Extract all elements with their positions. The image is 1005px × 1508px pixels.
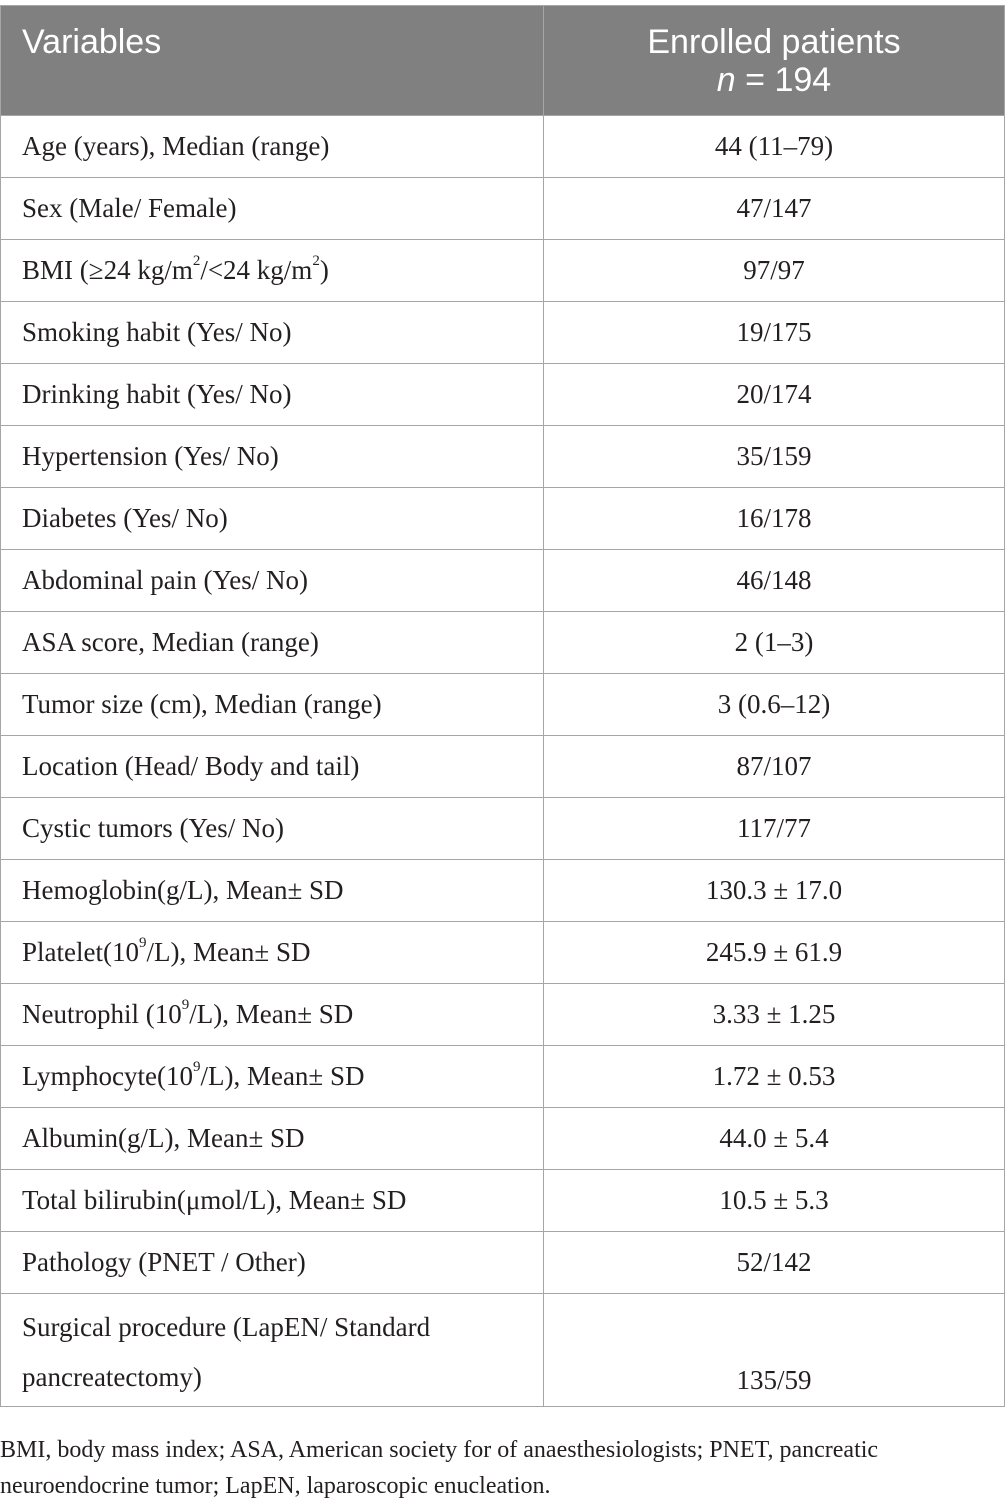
variable-cell [1, 612, 544, 674]
value-cell: 35/159 [544, 426, 1005, 488]
value-cell: 52/142 [544, 1232, 1005, 1294]
variable-text: Location (Head/ Body and tail) [22, 751, 360, 781]
value-cell: 19/175 [544, 302, 1005, 364]
table-row [1, 116, 1005, 178]
characteristics-table-container [0, 5, 1005, 1407]
table-row [1, 178, 1005, 240]
table-row [1, 240, 1005, 302]
superscript-text: 9 [192, 1059, 201, 1075]
table-row [1, 426, 1005, 488]
variable-cell [1, 1170, 544, 1232]
value-cell: 3.33 ± 1.25 [544, 984, 1005, 1046]
variable-text: Neutrophil (10 [22, 999, 182, 1029]
header-n-value: = 194 [735, 61, 832, 99]
table-row [1, 1294, 1005, 1407]
variable-cell [1, 1232, 544, 1294]
variable-text: ASA score, Median (range) [22, 627, 319, 657]
table-row [1, 488, 1005, 550]
variable-text: /L), Mean± SD [189, 999, 354, 1029]
header-sample-size [544, 61, 1004, 99]
table-row [1, 1108, 1005, 1170]
header-enrolled-label: Enrolled patients [647, 23, 901, 61]
table-row [1, 1170, 1005, 1232]
variable-text: /L), Mean± SD [146, 937, 311, 967]
value-cell: 16/178 [544, 488, 1005, 550]
value-cell: 245.9 ± 61.9 [544, 922, 1005, 984]
patient-characteristics-table [0, 5, 1005, 1407]
value-cell: 44.0 ± 5.4 [544, 1108, 1005, 1170]
variable-cell [1, 860, 544, 922]
table-footnote: BMI, body mass index; ASA, American society for of anaesthesiologists; PNET, pancreatic neuroendocrine tumor; LapEN, laparoscopic enucleation. [0, 1437, 879, 1499]
variable-cell [1, 302, 544, 364]
table-row [1, 550, 1005, 612]
variable-text: ) [319, 255, 329, 285]
table-row [1, 1046, 1005, 1108]
table-header [1, 6, 1005, 116]
variable-text: Albumin(g/L), Mean± SD [22, 1123, 305, 1153]
superscript-text: 2 [192, 253, 201, 269]
header-row [1, 6, 1005, 116]
value-cell: 130.3 ± 17.0 [544, 860, 1005, 922]
header-variables: Variables [1, 6, 544, 116]
value-cell: 44 (11–79) [544, 116, 1005, 178]
table-row [1, 798, 1005, 860]
superscript-text: 9 [138, 935, 147, 951]
table-row [1, 736, 1005, 798]
value-cell: 20/174 [544, 364, 1005, 426]
variable-cell [1, 178, 544, 240]
variable-cell [1, 1046, 544, 1108]
variable-text: Sex (Male/ Female) [22, 193, 237, 223]
value-cell: 2 (1–3) [544, 612, 1005, 674]
variable-cell [1, 488, 544, 550]
table-row [1, 612, 1005, 674]
superscript-text: 2 [312, 253, 320, 269]
variable-text: Hypertension (Yes/ No) [22, 441, 279, 471]
variable-cell [1, 1108, 544, 1170]
variable-cell [1, 426, 544, 488]
value-cell: 47/147 [544, 178, 1005, 240]
table-row [1, 922, 1005, 984]
variable-text: Cystic tumors (Yes/ No) [22, 813, 285, 843]
table-body [1, 116, 1005, 1407]
variable-text: Pathology (PNET / Other) [22, 1247, 306, 1277]
variable-text: Total bilirubin(μmol/L), Mean± SD [22, 1185, 407, 1215]
variable-text: /<24 kg/m [200, 255, 313, 285]
value-cell: 117/77 [544, 798, 1005, 860]
variable-text: Drinking habit (Yes/ No) [22, 379, 292, 409]
variable-text: Age (years), Median (range) [22, 131, 330, 161]
variable-text: Abdominal pain (Yes/ No) [22, 565, 308, 595]
value-cell: 46/148 [544, 550, 1005, 612]
variable-cell [1, 736, 544, 798]
variable-cell [1, 674, 544, 736]
variable-cell [1, 116, 544, 178]
variable-text: Hemoglobin(g/L), Mean± SD [22, 875, 344, 905]
variable-text: Lymphocyte(10 [22, 1061, 193, 1091]
superscript-text: 9 [181, 997, 190, 1013]
header-n-symbol: n [716, 61, 736, 99]
value-cell: 97/97 [544, 240, 1005, 302]
variable-text: BMI (≥24 kg/m [22, 255, 193, 285]
variable-cell [1, 922, 544, 984]
variable-text: Smoking habit (Yes/ No) [22, 317, 292, 347]
variable-text: Diabetes (Yes/ No) [22, 503, 228, 533]
variable-cell [1, 364, 544, 426]
value-cell: 1.72 ± 0.53 [544, 1046, 1005, 1108]
variable-cell [1, 550, 544, 612]
header-enrolled-patients [544, 6, 1005, 116]
variable-cell [1, 984, 544, 1046]
table-row [1, 1232, 1005, 1294]
value-cell: 135/59 [544, 1294, 1005, 1407]
variable-text: Tumor size (cm), Median (range) [22, 689, 382, 719]
variable-cell [1, 240, 544, 302]
value-cell: 3 (0.6–12) [544, 674, 1005, 736]
table-row [1, 674, 1005, 736]
table-row [1, 860, 1005, 922]
variable-cell [1, 798, 544, 860]
table-row [1, 364, 1005, 426]
variable-cell [1, 1294, 544, 1407]
variable-text: Surgical procedure (LapEN/ Standard pancreatectomy) [22, 1312, 431, 1392]
value-cell: 10.5 ± 5.3 [544, 1170, 1005, 1232]
variable-text: Platelet(10 [22, 937, 139, 967]
value-cell: 87/107 [544, 736, 1005, 798]
table-row [1, 984, 1005, 1046]
variable-text: /L), Mean± SD [200, 1061, 365, 1091]
table-row [1, 302, 1005, 364]
